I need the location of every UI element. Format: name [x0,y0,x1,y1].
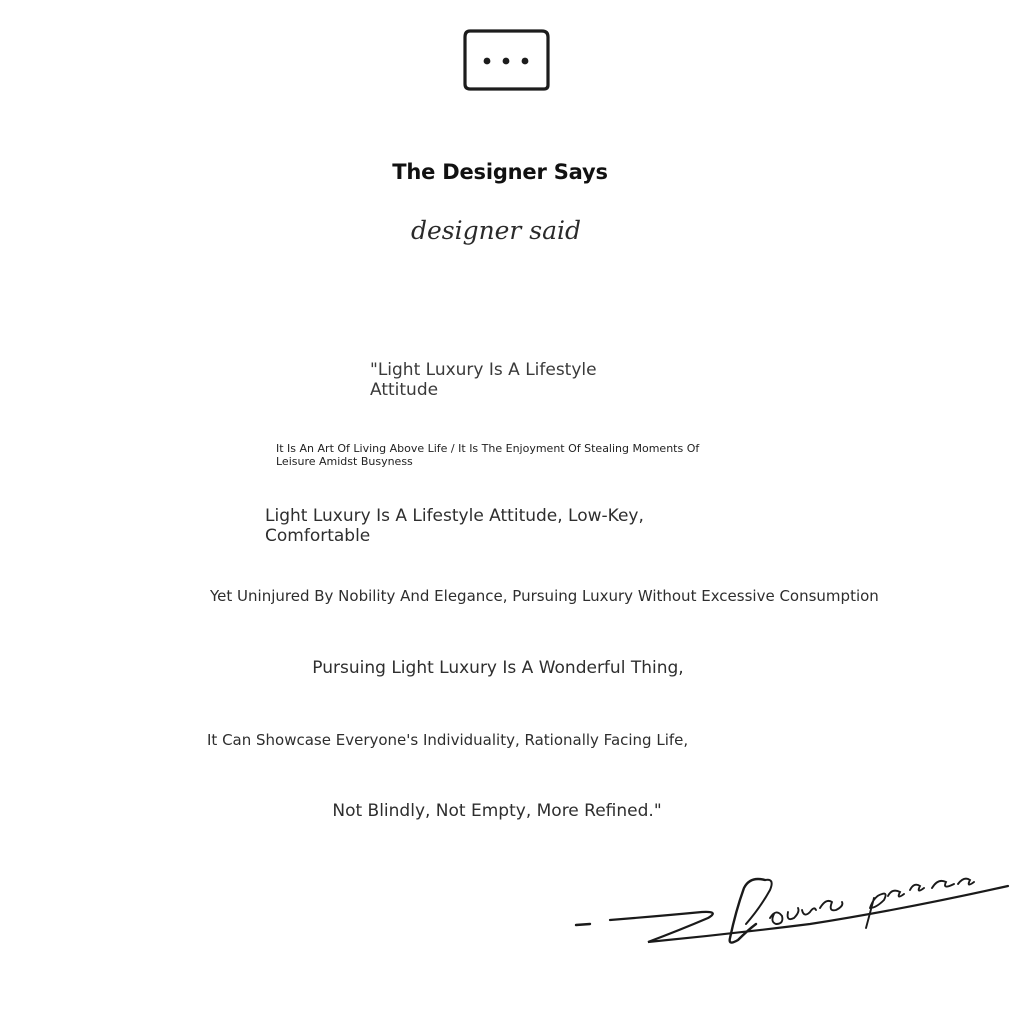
quote-line: It Can Showcase Everyone's Individuality, Rationally Facing Life, [207,731,689,749]
script-subtitle [405,207,590,257]
quote-intro: It Is An Art Of Living Above Life / It Is The Enjoyment Of Stealing Moments Of Leisure Amidst Busyness [276,442,700,468]
script-subtitle-text: designer said [411,216,581,245]
handwritten-signature [570,868,1015,953]
quote-title: "Light Luxury Is A Lifestyle Attitude [370,360,597,400]
quote-line: Pursuing Light Luxury Is A Wonderful Thing, [312,658,684,678]
page-title: The Designer Says [392,160,608,184]
quote-line: Light Luxury Is A Lifestyle Attitude, Low-Key, Comfortable [265,506,644,546]
chat-bubble-icon [462,27,552,95]
quote-line: Not Blindly, Not Empty, More Refined." [332,801,662,821]
quote-line: Yet Uninjured By Nobility And Elegance, Pursuing Luxury Without Excessive Consumption [210,587,879,605]
